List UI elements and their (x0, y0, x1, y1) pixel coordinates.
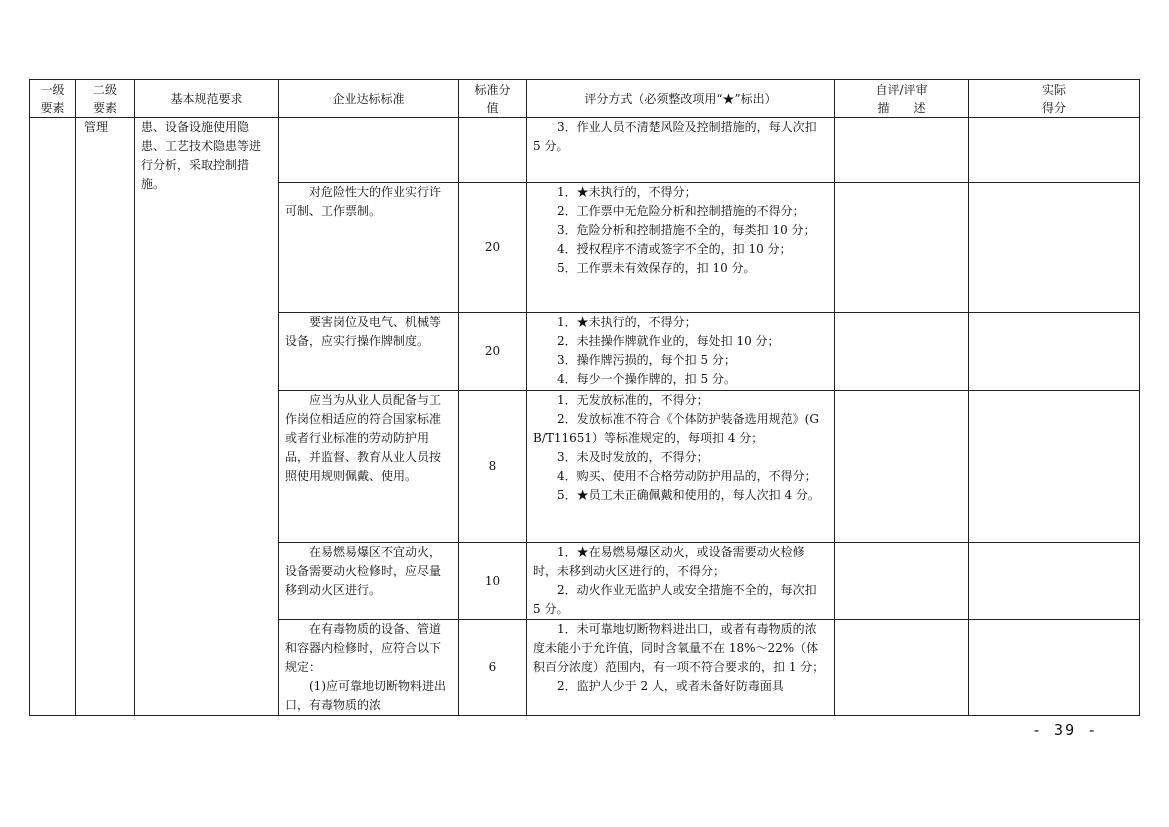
actual-score-cell (969, 543, 1140, 620)
score-cell (459, 118, 527, 183)
page-number: - 39 - (1032, 721, 1099, 739)
actual-score-cell (969, 118, 1140, 183)
standard-cell: 在有毒物质的设备、管道和容器内检修时，应符合以下规定： (1)应可靠地切断物料进出口，有毒物质的浓 (279, 620, 459, 716)
self-eval-cell (835, 183, 969, 313)
actual-score-cell (969, 620, 1140, 716)
score-cell: 8 (459, 391, 527, 543)
method-cell: 1．★在易燃易爆区动火，或设备需要动火检修时，未移到动火区进行的，不得分； 2．动火作业无监护人或安全措施不全的，每次扣 5 分。 (527, 543, 835, 620)
self-eval-cell (835, 391, 969, 543)
standard-cell (279, 118, 459, 183)
method-cell: 3．作业人员不清楚风险及控制措施的，每人次扣 5 分。 (527, 118, 835, 183)
table-row (30, 118, 1140, 183)
score-cell: 10 (459, 543, 527, 620)
level1-cell (30, 118, 76, 716)
header-scoring-method: 评分方式（必须整改项用“★”标出） (527, 80, 835, 118)
score-cell: 6 (459, 620, 527, 716)
self-eval-cell (835, 620, 969, 716)
standard-cell: 应当为从业人员配备与工作岗位相适应的符合国家标准或者行业标准的劳动防护用品，并监督、教育从业人员按照使用规则佩戴、使用。 (279, 391, 459, 543)
method-cell: 1．无发放标准的，不得分； 2．发放标准不符合《个体防护装备选用规范》(GB/T11651）等标准规定的，每项扣 4 分； 3．未及时发放的，不得分； 4．购买、使用不合格劳动防护用品的，不得分； 5．★员工未正确佩戴和使用的，每人次扣 4 分。 (527, 391, 835, 543)
header-enterprise-standard: 企业达标标准 (279, 80, 459, 118)
header-row (30, 80, 1140, 118)
header-level2: 二级 要素 (76, 80, 135, 118)
self-eval-cell (835, 118, 969, 183)
header-standard-score: 标准分 值 (459, 80, 527, 118)
score-cell: 20 (459, 183, 527, 313)
standard-cell: 对危险性大的作业实行许可制、工作票制。 (279, 183, 459, 313)
self-eval-cell (835, 543, 969, 620)
level2-cell: 管理 (76, 118, 135, 716)
actual-score-cell (969, 313, 1140, 391)
self-eval-cell (835, 313, 969, 391)
standard-cell: 在易燃易爆区不宜动火，设备需要动火检修时，应尽量移到动火区进行。 (279, 543, 459, 620)
method-cell: 1．★未执行的，不得分； 2．未挂操作牌就作业的，每处扣 10 分； 3．操作牌污损的，每个扣 5 分； 4．每少一个操作牌的，扣 5 分。 (527, 313, 835, 391)
actual-score-cell (969, 391, 1140, 543)
method-cell: 1．未可靠地切断物料进出口，或者有毒物质的浓度未能小于允许值，同时含氧量不在 18%～22%（体积百分浓度）范围内，有一项不符合要求的，扣 1 分； 2．监护人少于 2 人，或者未备好防毒面具 (527, 620, 835, 716)
header-actual-score: 实际 得分 (969, 80, 1140, 118)
header-level1: 一级 要素 (30, 80, 76, 118)
scoring-table (29, 79, 1140, 716)
standard-cell: 要害岗位及电气、机械等设备，应实行操作牌制度。 (279, 313, 459, 391)
header-basic-requirement: 基本规范要求 (135, 80, 279, 118)
method-cell: 1．★未执行的，不得分； 2．工作票中无危险分析和控制措施的不得分； 3．危险分析和控制措施不全的，每类扣 10 分； 4．授权程序不清或签字不全的，扣 10 分； 5．工作票未有效保存的，扣 10 分。 (527, 183, 835, 313)
actual-score-cell (969, 183, 1140, 313)
score-cell: 20 (459, 313, 527, 391)
header-self-evaluation: 自评/评审 描 述 (835, 80, 969, 118)
basic-requirement-cell: 患、设备设施使用隐患、工艺技术隐患等进行分析，采取控制措施。 (135, 118, 279, 716)
